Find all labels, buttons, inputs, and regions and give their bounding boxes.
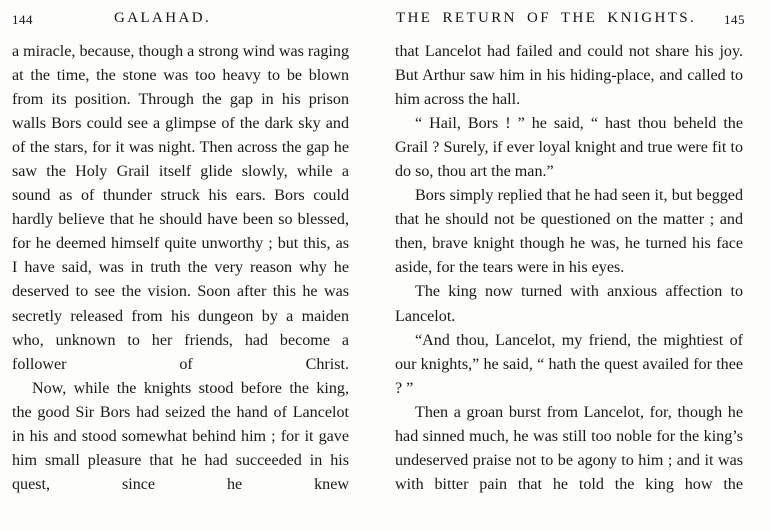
- left-running-head-title: GALAHAD.: [114, 10, 212, 26]
- right-running-head: [395, 0, 757, 38]
- paragraph: “And thou, Lancelot, my friend, the mightiest of our knights,” he said, “ hath the quest availed for thee ? ”: [395, 331, 743, 397]
- paragraph: Then a groan burst from Lancelot, for, though he had sinned much, he was still too noble for the king’s undeserved praise not to be agony to him ; and it was with bitter pain that he told the king how the: [395, 403, 743, 493]
- left-page-number: 144: [12, 12, 33, 27]
- right-page-number: 145: [724, 12, 745, 27]
- paragraph: Bors simply replied that he had seen it, but begged that he should not be questioned on the matter ; and then, brave knight though he was, he turned his face aside, for the tears were in his eyes.: [395, 187, 743, 277]
- right-text-column: [395, 40, 743, 497]
- paragraph: “ Hail, Bors ! ” he said, “ hast thou beheld the Grail ? Surely, if ever loyal knight and true were fit to do so, thou art the man.”: [395, 115, 743, 181]
- right-running-head-title: THE RETURN OF THE KNIGHTS.: [396, 10, 697, 26]
- right-page: [385, 0, 770, 531]
- left-running-head: [12, 0, 363, 38]
- paragraph: The king now turned with anxious affection to Lancelot.: [395, 283, 743, 325]
- paragraph: that Lancelot had failed and could not share his joy. But Arthur saw him in his hiding-place, and called to him across the hall.: [395, 43, 743, 109]
- paragraph: Now, while the knights stood before the king, the good Sir Bors had seized the hand of Lancelot in his and stood somewhat behind him ; for it gave him small pleasure that he had succeeded in his quest, since he knew: [12, 379, 349, 493]
- left-text-column: [12, 40, 349, 497]
- paragraph: a miracle, because, though a strong wind was raging at the time, the stone was too heavy to be blown from its position. Through the gap in his prison walls Bors could see a glimpse of the dark sky and of the stars, for it was night. Then across the gap he saw the Holy Grail itself glide slowly, while a sound as of thunder struck his ears. Bors could hardly believe that he should have been so blessed, for he deemed himself quite unworthy ; but this, as I have said, was in truth the very reason why he deserved to see the vision. Soon after this he was secretly released from his dungeon by a maiden who, unknown to her friends, had become a follower of Christ.: [12, 43, 349, 373]
